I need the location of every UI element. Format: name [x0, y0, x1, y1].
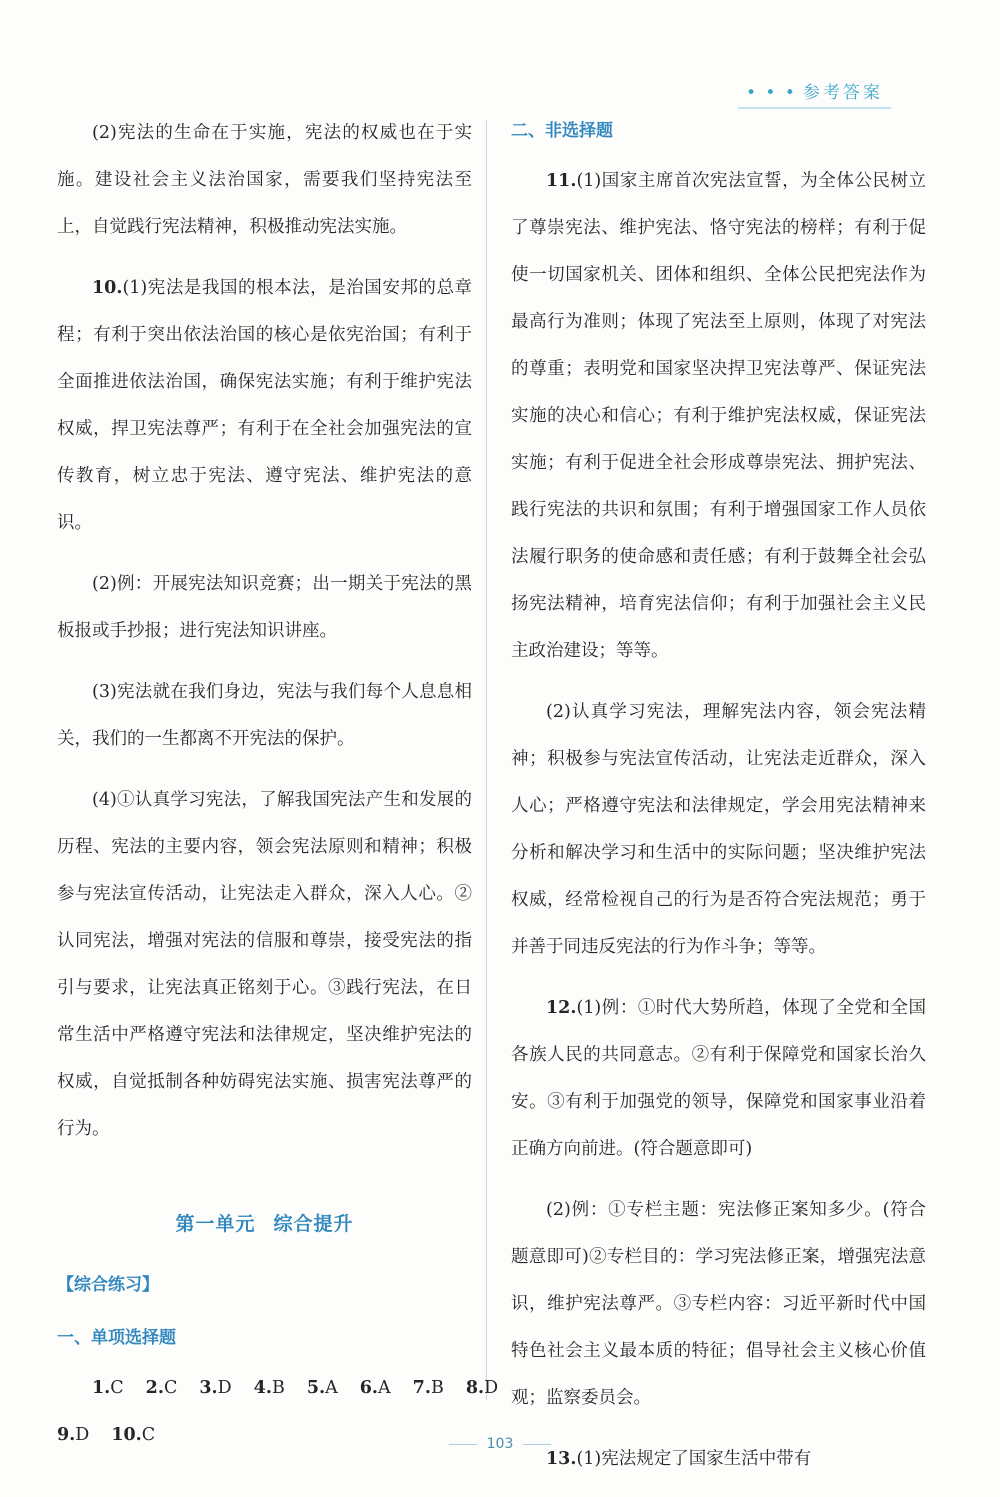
answer-text: (1)宪法是我国的根本法，是治国安邦的总章程；有利于突出依法治国的核心是依宪治国；有利于全面推进依法治国，确保宪法实施；有利于维护宪法权威，捍卫宪法尊严；有利于在全社会加强宪法的宣传教育，树立忠于宪法、遵守宪法、维护宪法的意识。 [57, 278, 472, 533]
answer-item [92, 1378, 124, 1398]
answer-item [466, 1378, 498, 1398]
answer-item [146, 1378, 178, 1398]
answer-item [307, 1378, 338, 1398]
answer-item [413, 1378, 444, 1398]
unit-title-part-b: 综合提升 [273, 1213, 354, 1235]
question-number: 13. [546, 1449, 577, 1469]
left-column [57, 110, 499, 1459]
answer-choice: C [163, 1378, 178, 1398]
answer-number: 3. [199, 1378, 218, 1398]
right-column [511, 110, 926, 1497]
question-number: 11. [546, 171, 577, 191]
answer-choice: D [217, 1378, 232, 1398]
header-label: 参考答案 [802, 83, 883, 103]
non-choice-title: 二、非选择题 [511, 121, 613, 141]
answer-number: 2. [145, 1378, 164, 1398]
column-divider [486, 120, 487, 1400]
answer-number: 9. [57, 1425, 76, 1445]
answer-number: 1. [92, 1378, 111, 1398]
answer-item [199, 1378, 231, 1398]
answer-choice: C [141, 1425, 156, 1445]
answer-choice: B [430, 1378, 444, 1398]
multiple-choice-title: 一、单项选择题 [57, 1328, 176, 1348]
paragraph-q9-2: (2)宪法的生命在于实施，宪法的权威也在于实施。建设社会主义法治国家，需要我们坚持宪法至上，自觉践行宪法精神，积极推动宪法实施。 [57, 123, 472, 237]
answer-choice: B [271, 1378, 285, 1398]
answer-number: 10. [111, 1425, 142, 1445]
answer-text: (1)国家主席首次宪法宣誓，为全体公民树立了尊崇宪法、维护宪法、恪守宪法的榜样；有利于促使一切国家机关、团体和组织、全体公民把宪法作为最高行为准则；体现了宪法至上原则，体现了对宪法的尊重；表明党和国家坚决捍卫宪法尊严、保证宪法实施的决心和信心；有利于维护宪法权威，保证宪法实施；有利于促进全社会形成尊崇宪法、拥护宪法、践行宪法的共识和氛围；有利于增强国家工作人员依法履行职务的使命感和责任感；有利于鼓舞全社会弘扬宪法精神，培育宪法信仰；有利于加强社会主义民主政治建设；等等。 [511, 171, 926, 661]
answer-number: 8. [465, 1378, 485, 1398]
paragraph-q10-3: (3)宪法就在我们身边，宪法与我们每个人息息相关，我们的一生都离不开宪法的保护。 [57, 682, 472, 749]
paragraph-q11-1 [511, 158, 926, 675]
paragraph-q10-4: (4)①认真学习宪法，了解我国宪法产生和发展的历程、宪法的主要内容，领会宪法原则和精神；积极参与宪法宣传活动，让宪法走入群众，深入人心。②认同宪法，增强对宪法的信服和尊崇，接受宪法的指引与要求，让宪法真正铭刻于心。③践行宪法，在日常生活中严格遵守宪法和法律规定，坚决维护宪法的权威，自觉抵制各种妨碍宪法实施、损害宪法尊严的行为。 [57, 790, 472, 1139]
unit-title [57, 1209, 472, 1236]
paragraph-q12-2: (2)例：①专栏主题：宪法修正案知多少。(符合题意即可)②专栏目的：学习宪法修正案，增强宪法意识，维护宪法尊严。③专栏内容：习近平新时代中国特色社会主义最本质的特征；倡导社会主义核心价值观；监察委员会。 [511, 1200, 926, 1408]
answer-choice: C [110, 1378, 124, 1398]
answer-number: 7. [412, 1378, 431, 1398]
answer-item [254, 1378, 285, 1398]
question-number: 10. [92, 278, 123, 298]
header-dots: • • • [746, 83, 797, 103]
practice-title: 【综合练习】 [57, 1275, 159, 1295]
answer-choice: A [325, 1378, 338, 1398]
answer-choice: D [75, 1425, 90, 1445]
paragraph-q10-1 [57, 265, 472, 547]
section-header-tag [738, 78, 891, 109]
answer-choice: D [484, 1378, 499, 1398]
answer-item [360, 1378, 391, 1398]
answer-text: (1)宪法规定了国家生活中带有 [576, 1449, 812, 1469]
paragraph-q11-2: (2)认真学习宪法，理解宪法内容，领会宪法精神；积极参与宪法宣传活动，让宪法走近群众，深入人心；严格遵守宪法和法律规定，学会用宪法精神来分析和解决学习和生活中的实际问题；坚决维护宪法权威，经常检视自己的行为是否符合宪法规范；勇于并善于同违反宪法的行为作斗争；等等。 [511, 702, 926, 957]
answer-choice: A [378, 1378, 391, 1398]
answers-row-1 [57, 1365, 499, 1412]
answer-number: 4. [253, 1378, 272, 1398]
paragraph-q12-1 [511, 985, 926, 1173]
answer-number: 6. [359, 1378, 379, 1398]
answer-text: (1)例：①时代大势所趋，体现了全党和全国各族人民的共同意志。②有利于保障党和国家长治久安。③有利于加强党的领导，保障党和国家事业沿着正确方向前进。(符合题意即可) [511, 998, 926, 1159]
question-number: 12. [546, 998, 577, 1018]
page-number: 103 [0, 1436, 1000, 1452]
answer-number: 5. [306, 1378, 326, 1398]
paragraph-q10-2: (2)例：开展宪法知识竞赛；出一期关于宪法的黑板报或手抄报；进行宪法知识讲座。 [57, 574, 472, 641]
unit-title-part-a: 第一单元 [175, 1213, 256, 1235]
